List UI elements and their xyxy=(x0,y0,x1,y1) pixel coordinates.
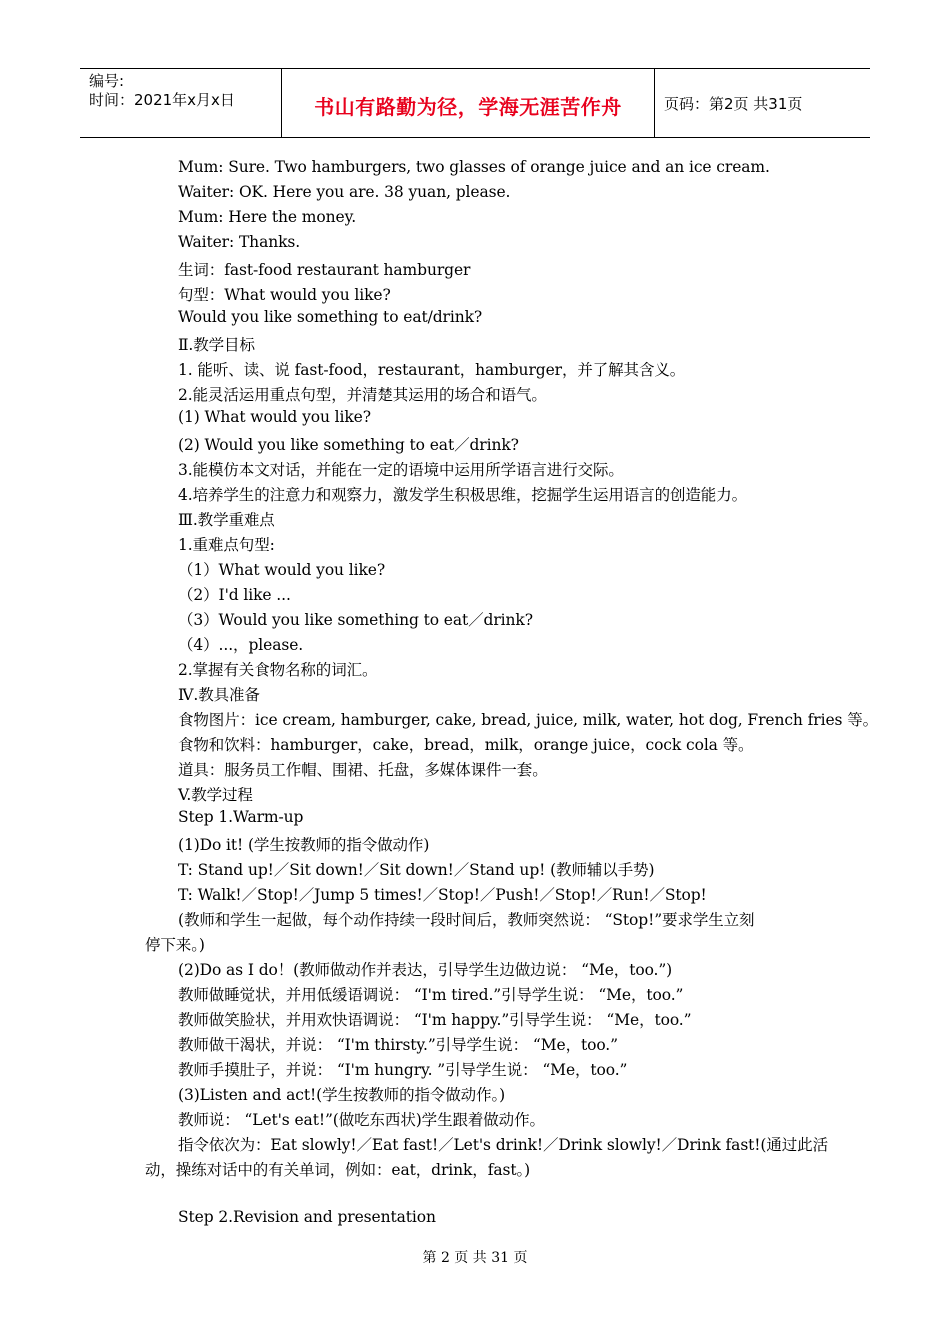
section-heading: Ⅱ.教学目标 xyxy=(178,336,255,354)
section-heading: V.教学过程 xyxy=(178,786,253,804)
body-line: 1.重难点句型: xyxy=(178,536,275,554)
header-page-cell xyxy=(655,69,870,137)
body-line: Mum: Here the money. xyxy=(178,208,357,226)
body-line: Waiter: Thanks. xyxy=(178,233,301,251)
body-line: 教师做干渴状，并说： “I'm thirsty.”引导学生说： “Me，too.” xyxy=(178,1036,618,1054)
body-line: 停下来。) xyxy=(145,936,205,954)
header-motto-cell xyxy=(282,69,655,137)
body-line: (2) Would you like something to eat／drink? xyxy=(178,436,519,454)
body-line: 2.掌握有关食物名称的词汇。 xyxy=(178,661,378,679)
body-line: （2）I'd like ... xyxy=(178,586,291,604)
body-line: 教师说： “Let's eat!”(做吃东西状)学生跟着做动作。 xyxy=(178,1111,545,1129)
header-meta-cell xyxy=(80,69,282,137)
header-motto: 书山有路勤为径，学海无涯苦作舟 xyxy=(314,95,622,119)
body-line: 动，操练对话中的有关单词，例如：eat，drink，fast。) xyxy=(145,1161,531,1179)
body-line: (1) What would you like? xyxy=(178,408,371,426)
body-line: 2.能灵活运用重点句型，并清楚其运用的场合和语气。 xyxy=(178,386,547,404)
body-line: Waiter: OK. Here you are. 38 yuan, please. xyxy=(178,183,511,201)
body-line: (1)Do it! (学生按教师的指令做动作) xyxy=(178,836,430,854)
body-line: （3）Would you like something to eat／drink? xyxy=(178,611,533,629)
body-line: 3.能模仿本文对话，并能在一定的语境中运用所学语言进行交际。 xyxy=(178,461,624,479)
body-line: Mum: Sure. Two hamburgers, two glasses of orange juice and an ice cream. xyxy=(178,158,770,176)
body-line: 道具：服务员工作帽、围裙、托盘，多媒体课件一套。 xyxy=(178,761,548,779)
body-line: Would you like something to eat/drink? xyxy=(178,308,483,326)
body-line: Step 2.Revision and presentation xyxy=(178,1208,436,1226)
body-line: T: Stand up!／Sit down!／Sit down!／Stand up! (教师辅以手势) xyxy=(178,861,655,879)
section-heading: Ⅳ.教具准备 xyxy=(178,686,260,704)
body-line: 教师做笑脸状，并用欢快语调说： “I'm happy.”引导学生说： “Me，too.” xyxy=(178,1011,692,1029)
body-line: 指令依次为：Eat slowly!／Eat fast!／Let's drink!／Drink slowly!／Drink fast!(通过此活 xyxy=(178,1136,828,1154)
page-footer xyxy=(0,1247,950,1267)
body-line: (3)Listen and act!(学生按教师的指令做动作。) xyxy=(178,1086,506,1104)
page-code: 页码：第2页 共31页 xyxy=(664,95,803,113)
body-line: 教师手摸肚子，并说： “I'm hungry. ”引导学生说： “Me，too.” xyxy=(178,1061,628,1079)
body-line: 生词：fast-food restaurant hamburger xyxy=(178,261,471,279)
page-header xyxy=(80,68,870,138)
body-line: (教师和学生一起做，每个动作持续一段时间后，教师突然说： “Stop!”要求学生立刻 xyxy=(178,911,755,929)
body-line: 食物图片：ice cream, hamburger, cake, bread, juice, milk, water, hot dog, French fries 等。 xyxy=(178,711,878,729)
body-line: (2)Do as I do！(教师做动作并表达，引导学生边做边说： “Me，too.”) xyxy=(178,961,673,979)
section-heading: Ⅲ.教学重难点 xyxy=(178,511,275,529)
body-line: 句型：What would you like? xyxy=(178,286,391,304)
body-line: （1）What would you like? xyxy=(178,561,386,579)
body-line: （4）...，please. xyxy=(178,636,304,654)
body-line: T: Walk!／Stop!／Jump 5 times!／Stop!／Push!／Stop!／Run!／Stop! xyxy=(178,886,707,904)
document-date: 时间：2021年x月x日 xyxy=(89,91,235,109)
body-line: 1. 能听、读、说 fast-food，restaurant，hamburger，并了解其含义。 xyxy=(178,361,686,379)
body-line: 食物和饮料：hamburger，cake，bread，milk，orange juice，cock cola 等。 xyxy=(178,736,754,754)
body-line: 教师做睡觉状，并用低缓语调说： “I'm tired.”引导学生说： “Me，too.” xyxy=(178,986,684,1004)
body-line: Step 1.Warm-up xyxy=(178,808,304,826)
document-number-label: 编号: xyxy=(89,72,125,90)
footer-page-number: 第 2 页 共 31 页 xyxy=(422,1250,528,1266)
body-line: 4.培养学生的注意力和观察力，激发学生积极思维，挖掘学生运用语言的创造能力。 xyxy=(178,486,747,504)
